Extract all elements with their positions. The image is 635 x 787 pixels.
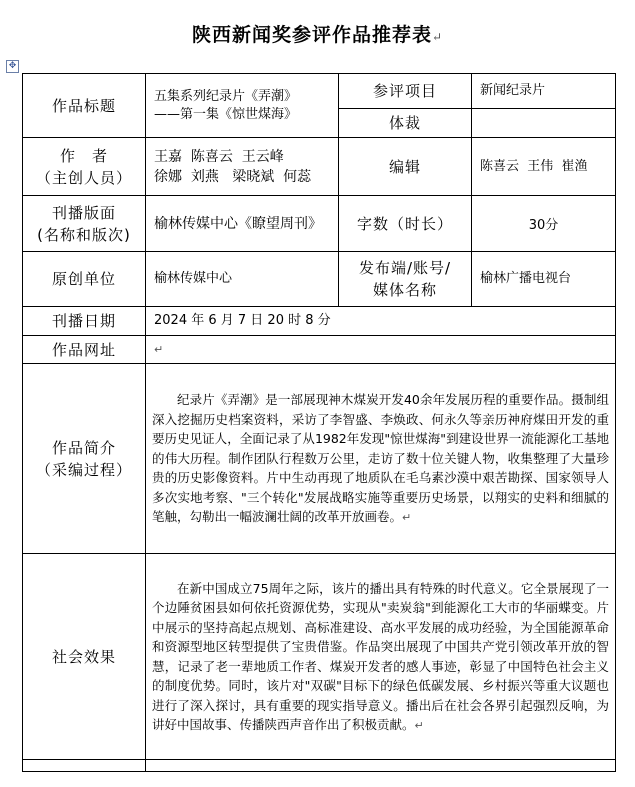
impact-text [146,554,616,760]
summary-text [146,364,616,554]
date-label: 刊播日期 [23,307,146,336]
empty-cell [23,760,146,772]
url-label: 作品网址 [23,336,146,364]
length-value: 30分 [472,196,616,252]
publication-label-line1: 刊播版面 [51,203,116,222]
author-value [146,138,339,196]
author-label-line2: （主创人员） [35,168,132,187]
summary-label-line2: （采编过程） [35,460,132,479]
author-label [23,138,146,196]
empty-cell [146,760,616,772]
editor-label: 编辑 [339,138,472,196]
work-title-line1: 五集系列纪录片《弄潮》 [154,88,298,104]
author-value-line2: 徐娜 刘燕 梁晓斌 何蕊 [154,168,312,185]
publisher-label [339,252,472,307]
summary-body: 纪录片《弄潮》是一部展现神木煤炭开发40余年发展历程的重要作品。摄制组深入挖掘历史档案资料，采访了李智盛、李焕政、何永久等亲历神府煤田开发的重要历史见证人，全面记录了从1982年发现"惊世煤海"到建设世界一流能源化工基地的伟大历程。制作团队行程数万公里，走访了数十位关键人物，收集整理了大量珍贵的历史影像资料。片中生动再现了地质队在毛乌素沙漠中艰苦勘探、国家领导人多次实地考察、"三个转化"发展战略实施等重要历史场景，以翔实的史料和细腻的笔触，勾勒出一幅波澜壮阔的改革开放画卷。 [152,392,609,525]
length-label: 字数（时长） [339,196,472,252]
genre-label: 体裁 [339,109,472,138]
category-value: 新闻纪录片 [472,74,616,109]
move-handle-icon[interactable]: ✥ [6,60,19,73]
paragraph-mark: ↵ [154,342,164,356]
publication-label-line2: (名称和版次) [37,225,131,244]
summary-label [23,364,146,554]
genre-value[interactable] [472,109,616,138]
summary-label-line1: 作品简介 [51,438,116,457]
impact-label: 社会效果 [23,554,146,760]
publication-label [23,196,146,252]
category-label: 参评项目 [339,74,472,109]
author-value-line1: 王嘉 陈喜云 王云峰 [154,148,284,165]
editor-value: 陈喜云 王伟 崔渔 [472,138,616,196]
title-text: 陕西新闻奖参评作品推荐表 [191,24,432,46]
work-title-value [146,74,339,138]
paragraph-mark: ↵ [402,511,412,525]
publisher-value: 榆林广播电视台 [472,252,616,307]
publisher-label-line1: 发布端/账号/ [358,259,452,277]
work-title-line2: ——第一集《惊世煤海》 [154,106,298,122]
work-title-label: 作品标题 [23,74,146,138]
publication-value: 榆林传媒中心《瞭望周刊》 [146,196,339,252]
author-label-line1: 作 者 [59,146,108,165]
impact-body: 在新中国成立75周年之际，该片的播出具有特殊的时代意义。它全景展现了一个边陲贫困县如何依托资源优势，实现从"卖炭翁"到能源化工大市的华丽蝶变。片中展示的坚持高起点规划、高标准建设、高水平发展的成功经验，为全国能源革命和资源型地区转型提供了宝贵借鉴。作品突出展现了中国共产党引领改革开放的智慧，记录了老一辈地质工作者、煤炭开发者的感人事迹，彰显了中国特色社会主义的制度优势。同时，该片对"双碳"目标下的绿色低碳发展、乡村振兴等重大议题也进行了深入探讨，具有重要的现实指导意义。播出后在社会各界引起强烈反响，为讲好中国故事、传播陕西声音作出了积极贡献。 [152,580,609,732]
origin-label: 原创单位 [23,252,146,307]
url-value[interactable] [146,336,616,364]
recommendation-table [22,73,616,772]
paragraph-mark: ↵ [431,30,444,44]
origin-value: 榆林传媒中心 [146,252,339,307]
page-title [0,20,635,47]
publisher-label-line2: 媒体名称 [372,281,437,299]
paragraph-mark: ↵ [414,719,424,732]
date-value: 2024 年 6 月 7 日 20 时 8 分 [146,307,616,336]
